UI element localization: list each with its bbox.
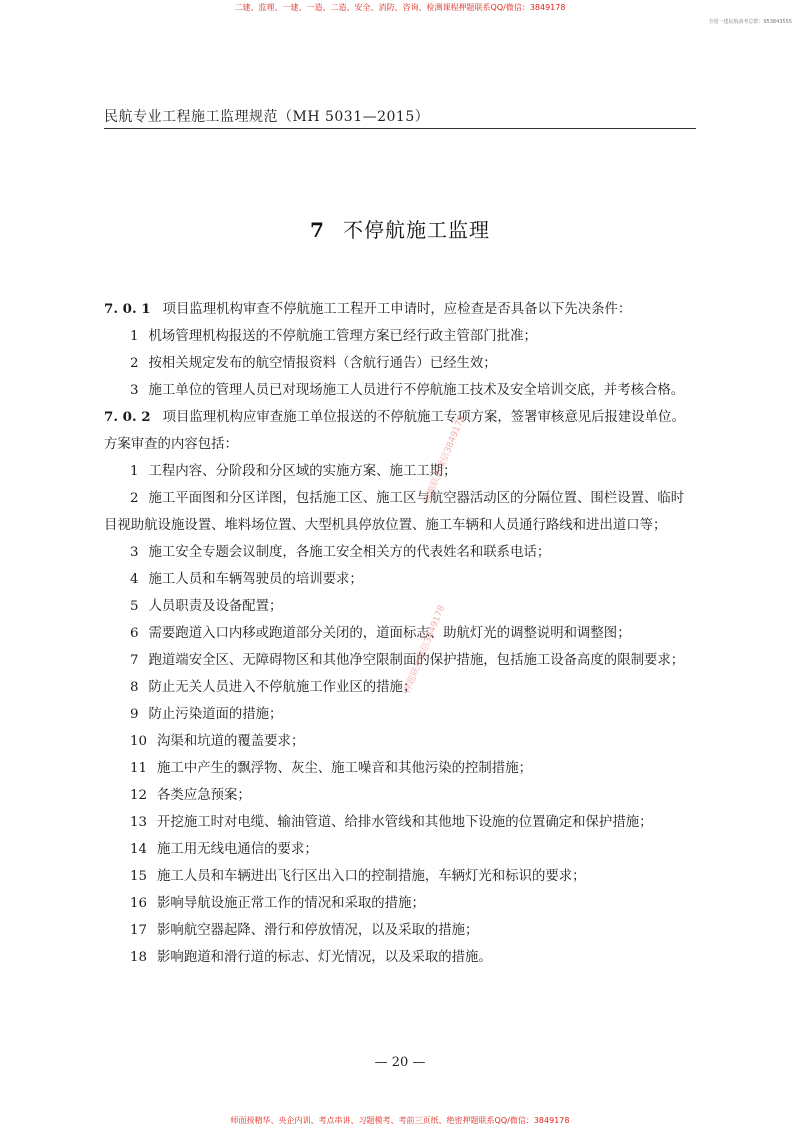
- item-text: 工程内容、分阶段和分区域的实施方案、施工工期；: [148, 464, 457, 479]
- item-text: 施工安全专题会议制度，各施工安全相关方的代表姓名和联系电话；: [148, 545, 551, 560]
- list-item: [104, 782, 696, 809]
- item-number: 7: [130, 653, 139, 668]
- item-text: 按相关规定发布的航空情报资料（含航行通告）已经生效；: [148, 356, 497, 371]
- item-text: 施工单位的管理人员已对现场施工人员进行不停航施工技术及安全培训交底，并考核合格。: [148, 383, 685, 398]
- item-text: 人员职责及设备配置；: [148, 599, 283, 614]
- top-promo-banner: 二建、监理、一建、一造、二造、安全、消防、咨询、检测课程押题联系QQ/微信：3849178: [234, 3, 566, 12]
- item-number: 2: [130, 356, 139, 371]
- list-item: [104, 647, 696, 674]
- item-number: 6: [130, 626, 139, 641]
- list-item: [104, 755, 696, 782]
- watermark: 押题联系微信3849178: [422, 413, 468, 505]
- list-item: [104, 620, 696, 647]
- running-header: 民航专业工程施工监理规范（MH 5031—2015）: [104, 109, 430, 125]
- item-number: 18: [130, 950, 148, 965]
- list-item: [104, 890, 696, 917]
- clause-text: 项目监理机构应审查施工单位报送的不停航施工专项方案，签署审核意见后报建设单位。方案审查的内容包括：: [104, 410, 685, 452]
- watermark: 押题联系微信3849178: [402, 603, 448, 695]
- list-item: [104, 809, 696, 836]
- clause-7-0-1: [104, 296, 696, 323]
- clause-number: 7. 0. 1: [104, 301, 151, 317]
- item-number: 1: [130, 464, 139, 479]
- item-text: 影响导航设施正常工作的情况和采取的措施；: [157, 896, 425, 911]
- list-item: [104, 350, 696, 377]
- list-item: [104, 377, 696, 404]
- list-item: [104, 458, 696, 485]
- item-number: 3: [130, 383, 139, 398]
- item-number: 9: [130, 707, 139, 722]
- top-right-note: 全国一建民航备考总群：953843555: [708, 19, 792, 25]
- item-number: 11: [130, 761, 148, 776]
- item-number: 12: [130, 788, 148, 803]
- clause-text: 项目监理机构审查不停航施工工程开工申请时，应检查是否具备以下先决条件：: [162, 302, 632, 317]
- item-number: 2: [130, 491, 139, 506]
- item-number: 15: [130, 869, 148, 884]
- item-text: 机场管理机构报送的不停航施工管理方案已经行政主管部门批准；: [148, 329, 537, 344]
- list-item: [104, 539, 696, 566]
- chapter-number: 7: [310, 218, 325, 242]
- list-item: [104, 323, 696, 350]
- item-number: 10: [130, 734, 148, 749]
- document-body: [104, 296, 696, 971]
- item-text: 各类应急预案；: [157, 788, 251, 803]
- list-item: [104, 593, 696, 620]
- clause-number: 7. 0. 2: [104, 409, 151, 425]
- header-rule: [104, 128, 696, 129]
- list-item: [104, 485, 696, 539]
- item-text: 需要跑道入口内移或跑道部分关闭的，道面标志、助航灯光的调整说明和调整图；: [148, 626, 631, 641]
- item-number: 16: [130, 896, 148, 911]
- item-text: 施工中产生的飘浮物、灰尘、施工噪音和其他污染的控制措施；: [157, 761, 532, 776]
- list-item: [104, 566, 696, 593]
- item-text: 沟渠和坑道的覆盖要求；: [157, 734, 305, 749]
- chapter-title: [0, 214, 800, 243]
- item-text: 施工人员和车辆驾驶员的培训要求；: [148, 572, 363, 587]
- list-item: [104, 701, 696, 728]
- item-text: 防止污染道面的措施；: [148, 707, 283, 722]
- list-item: [104, 836, 696, 863]
- clause-7-0-2: [104, 404, 696, 458]
- list-item: [104, 863, 696, 890]
- bottom-promo-banner: 师面授精华、央企内训、考点串讲、习题模考、考前三页纸、绝密押题联系QQ/微信：3849178: [230, 1116, 570, 1125]
- item-number: 13: [130, 815, 148, 830]
- item-text: 影响跑道和滑行道的标志、灯光情况，以及采取的措施。: [157, 950, 492, 965]
- item-text: 影响航空器起降、滑行和停放情况，以及采取的措施；: [157, 923, 479, 938]
- item-number: 3: [130, 545, 139, 560]
- item-number: 5: [130, 599, 139, 614]
- item-number: 8: [130, 680, 139, 695]
- item-number: 1: [130, 329, 139, 344]
- chapter-title-text: 不停航施工监理: [342, 218, 490, 242]
- item-text: 开挖施工时对电缆、输油管道、给排水管线和其他地下设施的位置确定和保护措施；: [157, 815, 653, 830]
- item-text: 施工人员和车辆进出飞行区出入口的控制措施，车辆灯光和标识的要求；: [157, 869, 586, 884]
- page-number: — 20 —: [374, 1055, 426, 1070]
- item-number: 17: [130, 923, 148, 938]
- item-text: 施工平面图和分区详图，包括施工区、施工区与航空器活动区的分隔位置、围栏设置、临时目视助航设施设置、堆料场位置、大型机具停放位置、施工车辆和人员通行路线和进出道口等；: [104, 491, 685, 533]
- item-number: 4: [130, 572, 139, 587]
- list-item: [104, 944, 696, 971]
- item-text: 跑道端安全区、无障碍物区和其他净空限制面的保护措施，包括施工设备高度的限制要求；: [148, 653, 685, 668]
- list-item: [104, 728, 696, 755]
- item-text: 施工用无线电通信的要求；: [157, 842, 318, 857]
- item-number: 14: [130, 842, 148, 857]
- list-item: [104, 917, 696, 944]
- item-text: 防止无关人员进入不停航施工作业区的措施；: [148, 680, 417, 695]
